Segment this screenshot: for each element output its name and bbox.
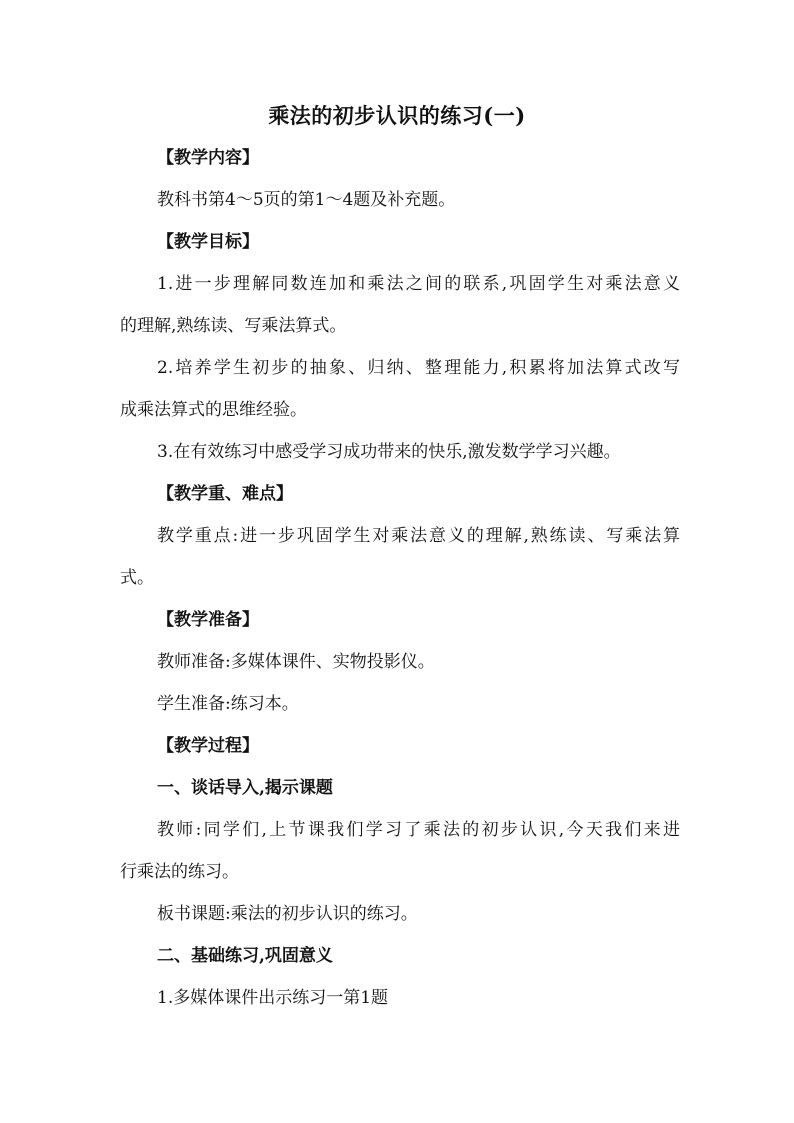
paragraph-line: 教师:同学们,上节课我们学习了乘法的初步认识,今天我们来进 <box>157 820 680 840</box>
subsection-heading: 二、基础练习,巩固意义 <box>157 946 333 966</box>
section-heading-goals: 【教学目标】 <box>157 232 259 252</box>
document-title: 乘法的初步认识的练习(一) <box>268 103 526 128</box>
section-heading-key-points: 【教学重、难点】 <box>157 484 293 504</box>
paragraph-line: 成乘法算式的思维经验。 <box>120 400 307 420</box>
paragraph-line: 教学重点:进一步巩固学生对乘法意义的理解,熟练读、写乘法算 <box>157 526 680 546</box>
paragraph-line: 1.进一步理解同数连加和乘法之间的联系,巩固学生对乘法意义 <box>157 274 680 294</box>
section-heading-process: 【教学过程】 <box>157 736 259 756</box>
paragraph-line: 行乘法的练习。 <box>120 862 239 882</box>
section-heading-preparation: 【教学准备】 <box>157 610 259 630</box>
paragraph-line: 式。 <box>120 568 154 588</box>
paragraph-line: 板书课题:乘法的初步认识的练习。 <box>157 904 418 924</box>
subsection-heading: 一、谈话导入,揭示课题 <box>157 778 333 798</box>
paragraph-line: 1.多媒体课件出示练习一第1题 <box>157 988 389 1008</box>
paragraph-line: 教师准备:多媒体课件、实物投影仪。 <box>157 652 435 672</box>
section-heading-content: 【教学内容】 <box>157 148 259 168</box>
paragraph-line: 3.在有效练习中感受学习成功带来的快乐,激发数学学习兴趣。 <box>157 442 621 462</box>
paragraph-line: 教科书第4～5页的第1～4题及补充题。 <box>157 190 456 210</box>
paragraph-line: 学生准备:练习本。 <box>157 694 299 714</box>
paragraph-line: 2.培养学生初步的抽象、归纳、整理能力,积累将加法算式改写 <box>157 358 680 378</box>
paragraph-line: 的理解,熟练读、写乘法算式。 <box>120 316 347 336</box>
